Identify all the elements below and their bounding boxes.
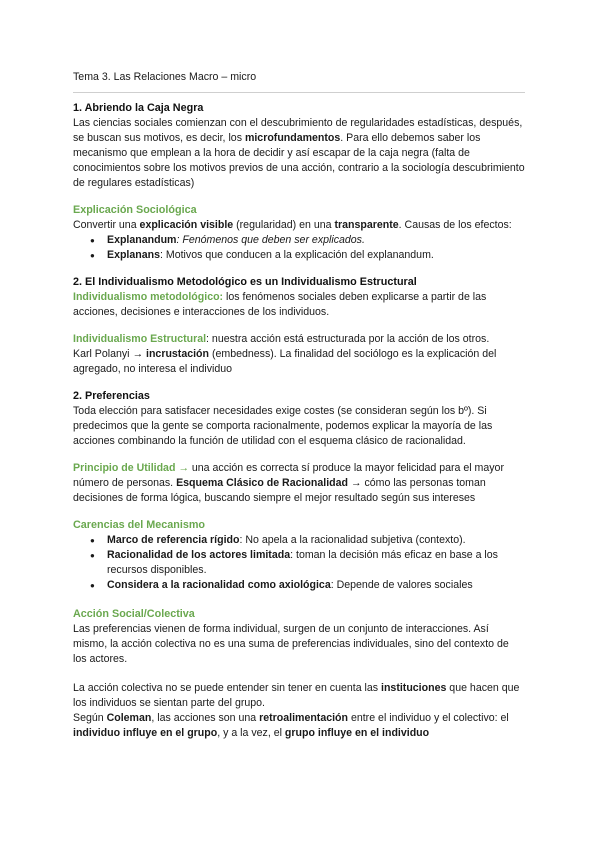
list-item: [107, 533, 525, 548]
list-item: [107, 233, 525, 248]
paragraph: [73, 711, 525, 741]
green-term: Principio de Utilidad →: [73, 462, 189, 474]
list-item: [107, 248, 525, 263]
section-heading: 2. El Individualismo Metodológico es un Individualismo Estructural: [73, 276, 417, 288]
text-run: : Fenómenos que deben ser explicados.: [176, 234, 365, 246]
text-run: los fenómenos sociales deben explicarse a partir de las acciones, decisiones e interacciones de los individuos.: [73, 291, 487, 318]
section-heading: 2. Preferencias: [73, 390, 150, 402]
paragraph: Las preferencias vienen de forma individual, surgen de un conjunto de interacciones. Así mismo, la acción colectiva no es una suma de preferencias individuales, sino del contexto de los actores.: [73, 623, 509, 665]
paragraph: [73, 461, 525, 506]
section-preferencias: [73, 389, 525, 506]
paragraph: [73, 332, 525, 347]
bullet-list: [73, 233, 525, 263]
bold-term: Considera a la racionalidad como axiológica: [107, 579, 331, 591]
bold-term: instituciones: [381, 682, 447, 694]
list-item: [107, 578, 525, 593]
text-run: una acción es correcta sí produce la mayor felicidad para el mayor número de personas.: [73, 462, 504, 489]
text-run: , las acciones son una: [151, 712, 260, 724]
subsection-heading: Carencias del Mecanismo: [73, 519, 206, 531]
paragraph: [73, 218, 525, 233]
subsection-heading: Acción Social/Colectiva: [73, 608, 195, 620]
list-item: [107, 548, 525, 578]
text-run: : Depende de valores sociales: [330, 579, 473, 591]
green-term: Individualismo Estructural: [73, 333, 207, 345]
bold-term: grupo influye en el individuo: [284, 727, 430, 739]
text-run: La acción colectiva no se puede entender sin tener en cuenta las: [73, 682, 382, 694]
paragraph: [73, 290, 525, 320]
bold-term: Esquema Clásico de Racionalidad: [176, 477, 348, 489]
section-explicacion: [73, 203, 525, 263]
section-heading: 1. Abriendo la Caja Negra: [73, 102, 204, 114]
text-run: : No apela a la racionalidad subjetiva (contexto).: [239, 534, 466, 546]
text-run: Según: [73, 712, 107, 724]
text-run: Las ciencias sociales comienzan con el descubrimiento de regularidades estadísticas, después, se buscan sus motivos, es decir, los: [73, 117, 523, 144]
text-run: (embedness). La finalidad del sociólogo es la explicación del agregado, no interesa el individuo: [73, 348, 497, 375]
bold-term: microfundamentos: [244, 132, 341, 144]
bold-term: Marco de referencia rígido: [107, 534, 240, 546]
bold-term: incrustación: [146, 348, 210, 360]
section-individualismo: [73, 275, 525, 377]
text-run: . Causas de los efectos:: [398, 219, 512, 231]
bold-term: Explanans: [107, 249, 160, 261]
bold-term: Racionalidad de los actores limitada: [107, 549, 291, 561]
subsection-heading: Explicación Sociológica: [73, 204, 197, 216]
bold-term: transparente: [334, 219, 399, 231]
text-run: Convertir una: [73, 219, 140, 231]
text-run: : Motivos que conducen a la explicación del explanandum.: [160, 249, 434, 261]
section-carencias: [73, 518, 525, 593]
text-run: . Para ello debemos saber los mecanismo que emplean a la hora de decidir y así escapar de la caja negra (falta de conocimientos sobre los motivos previos de una acción, contrario a la sociología descubrimiento de regulares estadísticas): [73, 132, 525, 189]
paragraph: Toda elección para satisfacer necesidades exige costes (se consideran según los bº). Si predecimos que la gente se comporta racionalmente, podemos explicar la mayoría de las acciones combinando la función de utilidad con el esquema clásico de racionalidad.: [73, 405, 493, 447]
bold-term: explicación visible: [139, 219, 234, 231]
bold-term: retroalimentación: [259, 712, 349, 724]
text-run: , y a la vez, el: [217, 727, 285, 739]
bold-term: individuo influye en el grupo: [73, 727, 218, 739]
text-run: → cómo las personas toman decisiones de forma lógica, buscando siempre el mejor resultado según sus intereses: [73, 477, 486, 504]
green-term: Individualismo metodológico:: [73, 291, 224, 303]
title-divider: [73, 92, 525, 93]
paragraph: [73, 681, 525, 711]
text-run: entre el individuo y el colectivo: el: [348, 712, 509, 724]
paragraph: [73, 116, 525, 191]
document-title: Tema 3. Las Relaciones Macro – micro: [73, 71, 257, 83]
text-run: (regularidad) en una: [233, 219, 335, 231]
bold-term: Coleman: [106, 712, 152, 724]
document-page: [73, 70, 525, 741]
text-run: que hacen que los individuos se sientan parte del grupo.: [73, 682, 520, 709]
text-run: Karl Polanyi →: [73, 348, 147, 360]
bullet-list: [73, 533, 525, 593]
section-accion-colectiva: [73, 607, 525, 741]
paragraph: [73, 347, 525, 377]
section-caja-negra: [73, 101, 525, 191]
text-run: : toman la decisión más eficaz en base a los recursos disponibles.: [107, 549, 498, 576]
bold-term: Explanandum: [107, 234, 177, 246]
text-run: : nuestra acción está estructurada por la acción de los otros.: [206, 333, 490, 345]
